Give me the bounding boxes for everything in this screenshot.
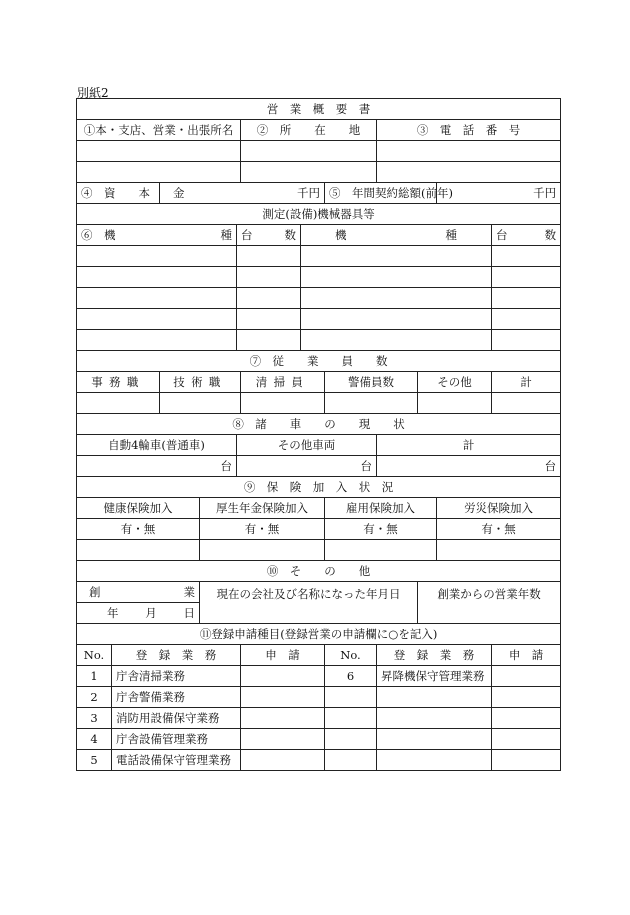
vehicles-section-title: ⑧ 諸 車 の 現 状 — [77, 414, 561, 435]
registration-apply-cell[interactable] — [241, 708, 325, 729]
equipment-type-cell[interactable] — [301, 309, 492, 330]
vehicles-unit: 台 — [360, 459, 372, 473]
vehicles-total-value[interactable] — [377, 456, 561, 477]
office-name-cell[interactable] — [77, 162, 241, 183]
registration-no-header-left: No. — [77, 645, 112, 666]
insurance-employment-choice[interactable]: 有・無 — [325, 519, 437, 540]
registration-apply-cell[interactable] — [241, 666, 325, 687]
employees-header-office: 事務職 — [77, 372, 160, 393]
insurance-section-title: ⑨ 保 険 加 入 状 況 — [77, 477, 561, 498]
equipment-type-cell[interactable] — [301, 330, 492, 351]
business-overview-form — [76, 98, 561, 771]
registration-item-name: 消防用設備保守業務 — [112, 708, 241, 729]
insurance-header-employment: 雇用保険加入 — [325, 498, 437, 519]
equipment-type-cell[interactable] — [77, 288, 237, 309]
equipment-type-cell[interactable] — [77, 267, 237, 288]
employees-header-other: その他 — [418, 372, 492, 393]
employees-security-value[interactable] — [325, 393, 418, 414]
registration-item-name: 庁舎警備業務 — [112, 687, 241, 708]
location-header: ② 所 在 地 — [241, 120, 377, 141]
years-in-business-header: 創業からの営業年数 — [418, 582, 561, 624]
registration-item-name-empty — [377, 729, 492, 750]
registration-item-no-empty — [325, 687, 377, 708]
equipment-count-cell[interactable] — [237, 330, 301, 351]
equipment-type-cell[interactable] — [301, 267, 492, 288]
registration-item-name-empty — [377, 687, 492, 708]
phone-cell[interactable] — [377, 162, 561, 183]
employees-header-total: 計 — [492, 372, 561, 393]
equipment-type-cell[interactable] — [77, 330, 237, 351]
registration-item-no: 5 — [77, 750, 112, 771]
employees-other-value[interactable] — [418, 393, 492, 414]
equipment-type-cell[interactable] — [77, 309, 237, 330]
employees-header-security: 警備員数 — [325, 372, 418, 393]
vehicles-header-other: その他車両 — [237, 435, 377, 456]
equipment-count-header-right: 台 数 — [492, 225, 561, 246]
location-cell[interactable] — [241, 162, 377, 183]
founded-header: 創 業 — [77, 582, 200, 603]
registration-apply-cell[interactable] — [492, 750, 561, 771]
insurance-header-health: 健康保険加入 — [77, 498, 200, 519]
vehicles-header-passenger: 自動4輪車(普通車) — [77, 435, 237, 456]
registration-item-no: 4 — [77, 729, 112, 750]
insurance-employment-note[interactable] — [325, 540, 437, 561]
office-name-cell[interactable] — [77, 141, 241, 162]
location-cell[interactable] — [241, 141, 377, 162]
insurance-pension-choice[interactable]: 有・無 — [200, 519, 325, 540]
registration-business-header-left: 登 録 業 務 — [112, 645, 241, 666]
equipment-type-header-right: 機 種 — [301, 225, 492, 246]
registration-apply-cell[interactable] — [492, 687, 561, 708]
registration-apply-cell[interactable] — [492, 708, 561, 729]
vehicles-header-total: 計 — [377, 435, 561, 456]
phone-cell[interactable] — [377, 141, 561, 162]
vehicles-unit: 台 — [220, 459, 232, 473]
registration-apply-header-right: 申 請 — [492, 645, 561, 666]
registration-item-no-empty — [325, 708, 377, 729]
employees-total-value[interactable] — [492, 393, 561, 414]
registration-item-no-empty — [325, 729, 377, 750]
employees-cleaning-value[interactable] — [241, 393, 325, 414]
equipment-count-cell[interactable] — [492, 309, 561, 330]
registration-item-no-empty — [325, 750, 377, 771]
registration-item-name-empty — [377, 708, 492, 729]
vehicles-other-value[interactable] — [237, 456, 377, 477]
equipment-type-cell[interactable] — [77, 246, 237, 267]
registration-apply-cell[interactable] — [241, 729, 325, 750]
registration-item-name: 電話設備保守管理業務 — [112, 750, 241, 771]
equipment-count-cell[interactable] — [237, 309, 301, 330]
contract-total-unit: 千円 — [533, 186, 557, 200]
insurance-header-workers-comp: 労災保険加入 — [437, 498, 561, 519]
equipment-type-cell[interactable] — [301, 288, 492, 309]
contract-total-label: ⑤ 年間契約総額(前年) — [325, 183, 437, 204]
founded-date[interactable]: 年 月 日 — [77, 603, 200, 624]
insurance-workers-comp-note[interactable] — [437, 540, 561, 561]
vehicles-passenger-value[interactable] — [77, 456, 237, 477]
registration-apply-cell[interactable] — [492, 666, 561, 687]
insurance-workers-comp-choice[interactable]: 有・無 — [437, 519, 561, 540]
equipment-count-cell[interactable] — [492, 246, 561, 267]
capital-label: ④ 資 本 金 — [77, 183, 160, 204]
employees-technical-value[interactable] — [160, 393, 241, 414]
form-title: 営 業 概 要 書 — [77, 99, 561, 120]
employees-header-technical: 技術職 — [160, 372, 241, 393]
registration-item-name: 昇降機保守管理業務 — [377, 666, 492, 687]
current-name-date-header: 現在の会社及び名称になった年月日 — [200, 582, 418, 624]
registration-item-no: 6 — [325, 666, 377, 687]
equipment-count-cell[interactable] — [237, 267, 301, 288]
employees-section-title: ⑦ 従 業 員 数 — [77, 351, 561, 372]
registration-no-header-right: No. — [325, 645, 377, 666]
other-section-title: ⑩ そ の 他 — [77, 561, 561, 582]
registration-item-no: 3 — [77, 708, 112, 729]
registration-item-name-empty — [377, 750, 492, 771]
employees-header-cleaning: 清掃員 — [241, 372, 325, 393]
contract-total-value[interactable] — [437, 183, 561, 204]
vehicles-unit: 台 — [544, 459, 557, 473]
equipment-count-cell[interactable] — [492, 330, 561, 351]
registration-apply-cell[interactable] — [241, 687, 325, 708]
registration-apply-header-left: 申 請 — [241, 645, 325, 666]
equipment-count-cell[interactable] — [237, 288, 301, 309]
equipment-count-cell[interactable] — [492, 267, 561, 288]
equipment-section-title: 測定(設備)機械器具等 — [77, 204, 561, 225]
registration-apply-cell[interactable] — [241, 750, 325, 771]
registration-item-no: 2 — [77, 687, 112, 708]
insurance-health-note[interactable] — [77, 540, 200, 561]
office-name-header: ①本・支店、営業・出張所名 — [77, 120, 241, 141]
attachment-label: 別紙2 — [77, 86, 109, 100]
phone-header: ③ 電 話 番 号 — [377, 120, 561, 141]
registration-item-name: 庁舎設備管理業務 — [112, 729, 241, 750]
insurance-health-choice[interactable]: 有・無 — [77, 519, 200, 540]
insurance-header-pension: 厚生年金保険加入 — [200, 498, 325, 519]
employees-office-value[interactable] — [77, 393, 160, 414]
equipment-count-cell[interactable] — [237, 246, 301, 267]
registration-item-no: 1 — [77, 666, 112, 687]
equipment-count-cell[interactable] — [492, 288, 561, 309]
registration-section-title: ⑪登録申請種目(登録営業の申請欄に○を記入) — [77, 624, 561, 645]
equipment-count-header-left: 台 数 — [237, 225, 301, 246]
registration-apply-cell[interactable] — [492, 729, 561, 750]
registration-item-name: 庁舎清掃業務 — [112, 666, 241, 687]
registration-business-header-right: 登 録 業 務 — [377, 645, 492, 666]
capital-unit: 千円 — [297, 186, 320, 200]
equipment-type-header-left: ⑥ 機 種 — [77, 225, 237, 246]
equipment-type-cell[interactable] — [301, 246, 492, 267]
insurance-pension-note[interactable] — [200, 540, 325, 561]
